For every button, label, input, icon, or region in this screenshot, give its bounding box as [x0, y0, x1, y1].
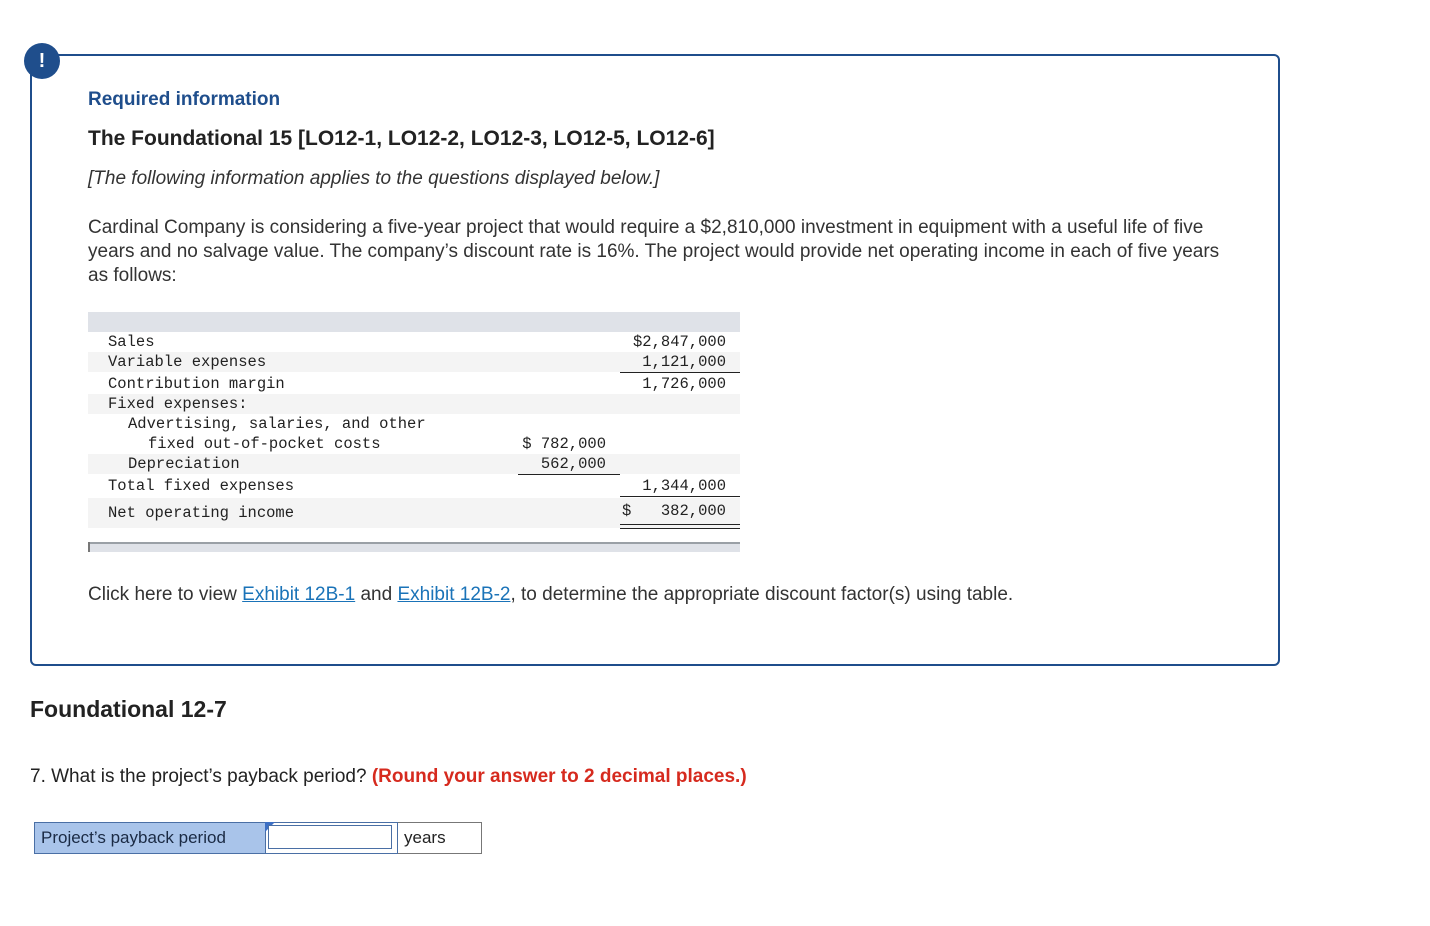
exhibit-and: and	[355, 584, 398, 605]
row-value-mid: $ 782,000	[522, 435, 606, 453]
row-value-mid: 562,000	[540, 455, 606, 473]
row-label: fixed out-of-pocket costs	[148, 435, 381, 453]
table-row-advertising-2	[88, 434, 740, 454]
payback-period-input[interactable]	[268, 825, 392, 849]
row-currency: $	[622, 502, 632, 520]
underline	[620, 496, 740, 497]
foundational-title: The Foundational 15 [LO12-1, LO12-2, LO12-3, LO12-5, LO12-6]	[88, 127, 715, 150]
table-row-total-fixed	[88, 476, 740, 496]
question-text	[30, 766, 747, 788]
answer-row	[34, 822, 482, 854]
exhibit-12b-1-link[interactable]: Exhibit 12B-1	[242, 584, 356, 605]
row-value: 1,344,000	[642, 477, 726, 495]
table-row-advertising-1	[88, 414, 740, 434]
exhibit-prefix: Click here to view	[88, 584, 243, 605]
table-footer-bar	[88, 542, 740, 552]
row-label: Variable expenses	[108, 353, 267, 371]
row-value: 382,000	[660, 502, 726, 520]
table-row-variable-expenses	[88, 352, 740, 372]
answer-label: Project’s payback period	[34, 822, 266, 854]
alert-icon: !	[24, 43, 60, 79]
table-row-depreciation	[88, 454, 740, 474]
row-value: 1,121,000	[642, 353, 726, 371]
exhibit-12b-2-link[interactable]: Exhibit 12B-2	[397, 584, 511, 605]
row-label: Depreciation	[128, 455, 240, 473]
underline	[518, 474, 620, 475]
table-header-bar	[88, 312, 740, 332]
question-body: 7. What is the project’s payback period?	[30, 766, 372, 787]
double-underline	[620, 524, 740, 529]
required-info-title: Required information	[88, 89, 281, 110]
exhibit-suffix: , to determine the appropriate discount factor(s) using table.	[510, 584, 1014, 605]
row-label: Advertising, salaries, and other	[128, 415, 426, 433]
row-value: $2,847,000	[632, 333, 726, 351]
row-label: Total fixed expenses	[108, 477, 295, 495]
question-heading: Foundational 12-7	[30, 696, 227, 722]
table-footer-tick	[88, 542, 90, 552]
info-note: [The following information applies to the questions displayed below.]	[88, 168, 660, 189]
answer-input-cell	[266, 822, 398, 854]
table-row-sales	[88, 332, 740, 352]
table-row-fixed-expenses	[88, 394, 740, 414]
income-statement-table	[88, 312, 740, 552]
row-label: Fixed expenses:	[108, 395, 248, 413]
row-label: Net operating income	[108, 504, 295, 522]
problem-paragraph: Cardinal Company is considering a five-year project that would require a $2,810,000 investment in equipment with a useful life of five years and no salvage value. The company’s discount rate is 16%. The project would provide net operating income in each of five years as follows:	[88, 217, 1220, 286]
answer-unit: years	[398, 822, 482, 854]
row-label: Sales	[108, 333, 155, 351]
underline	[620, 372, 740, 373]
row-value: 1,726,000	[642, 375, 726, 393]
table-row-contribution-margin	[88, 374, 740, 394]
rounding-hint: (Round your answer to 2 decimal places.)	[371, 766, 747, 787]
row-label: Contribution margin	[108, 375, 285, 393]
exhibit-instructions	[88, 584, 1013, 606]
